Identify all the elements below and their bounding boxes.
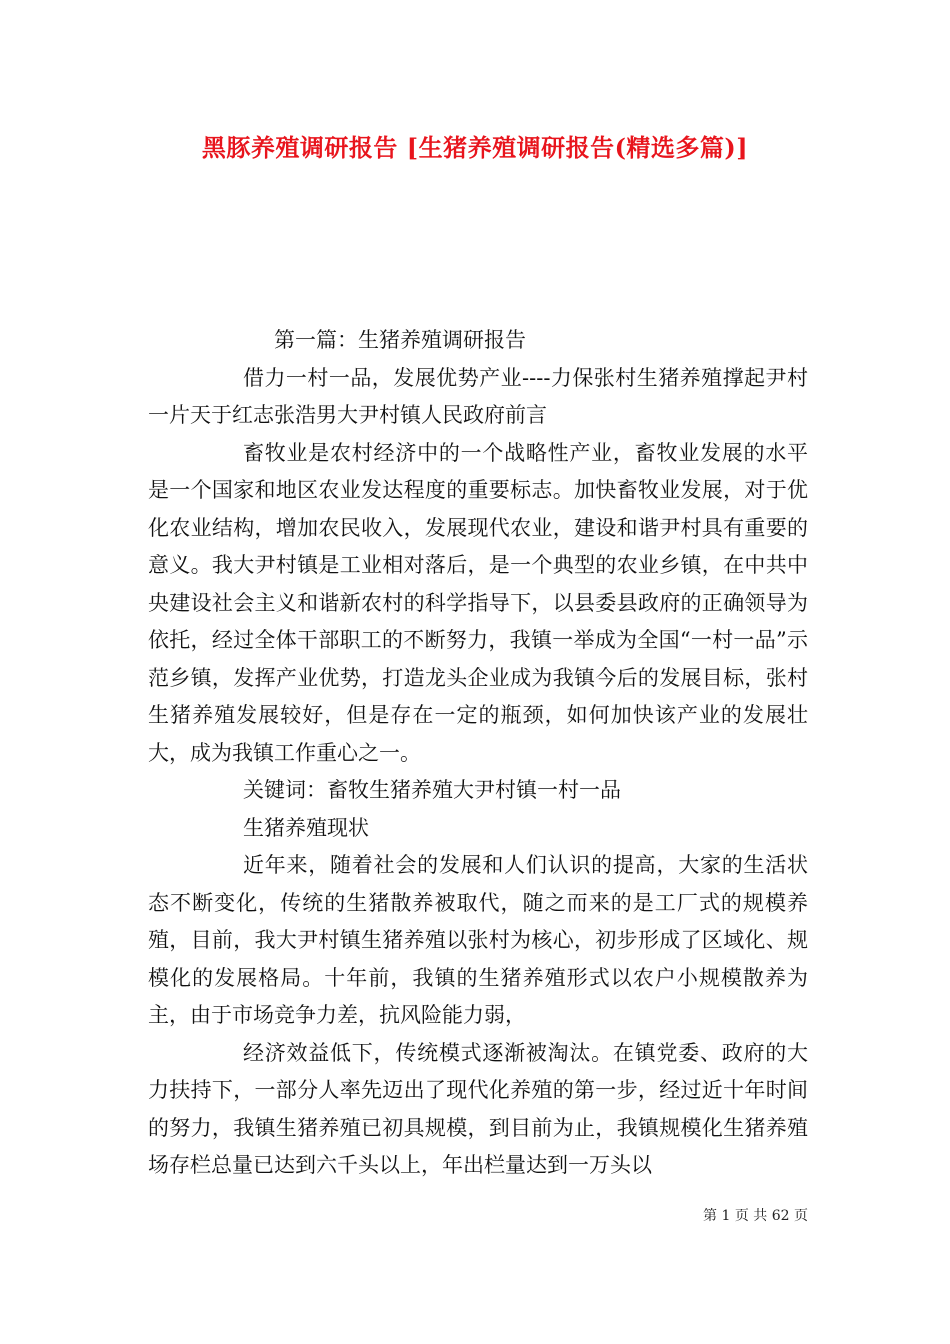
document-body <box>148 322 808 1185</box>
page-number: 第 1 页 共 62 页 <box>703 1208 808 1224</box>
preface-paragraph: 畜牧业是农村经济中的一个战略性产业，畜牧业发展的水平是一个国家和地区农业发达程度的重要标志。加快畜牧业发展，对于优化农业结构，增加农民收入，发展现代农业，建设和谐尹村具有重要的意义。我大尹村镇是工业相对落后，是一个典型的农业乡镇，在中共中央建设社会主义和谐新农村的科学指导下，以县委县政府的正确领导为依托，经过全体干部职工的不断努力，我镇一举成为全国“一村一品”示范乡镇，发挥产业优势，打造龙头企业成为我镇今后的发展目标，张村生猪养殖发展较好，但是存在一定的瓶颈，如何加快该产业的发展壮大，成为我镇工作重心之一。 <box>148 440 808 765</box>
subtitle-paragraph: 借力一村一品，发展优势产业----力保张村生猪养殖撑起尹村一片天于红志张浩男大尹村镇人民政府前言 <box>148 365 808 427</box>
section-heading: 第一篇：生猪养殖调研报告 <box>274 328 526 352</box>
document-title: 黑豚养殖调研报告 [生猪养殖调研报告(精选多篇)] <box>201 133 749 162</box>
economy-paragraph: 经济效益低下，传统模式逐渐被淘汰。在镇党委、政府的大力扶持下，一部分人率先迈出了现代化养殖的第一步，经过近十年时间的努力，我镇生猪养殖已初具规模，到目前为止，我镇规模化生猪养殖场存栏总量已达到六千头以上，年出栏量达到一万头以 <box>148 1040 808 1177</box>
subheading-status: 生猪养殖现状 <box>243 815 369 840</box>
status-paragraph: 近年来，随着社会的发展和人们认识的提高，大家的生活状态不断变化，传统的生猪散养被取代，随之而来的是工厂式的规模养殖，目前，我大尹村镇生猪养殖以张村为核心，初步形成了区域化、规模化的发展格局。十年前，我镇的生猪养殖形式以农户小规模散养为主，由于市场竞争力差，抗风险能力弱， <box>148 853 808 1027</box>
keywords-paragraph: 关键词：畜牧生猪养殖大尹村镇一村一品 <box>243 778 621 802</box>
